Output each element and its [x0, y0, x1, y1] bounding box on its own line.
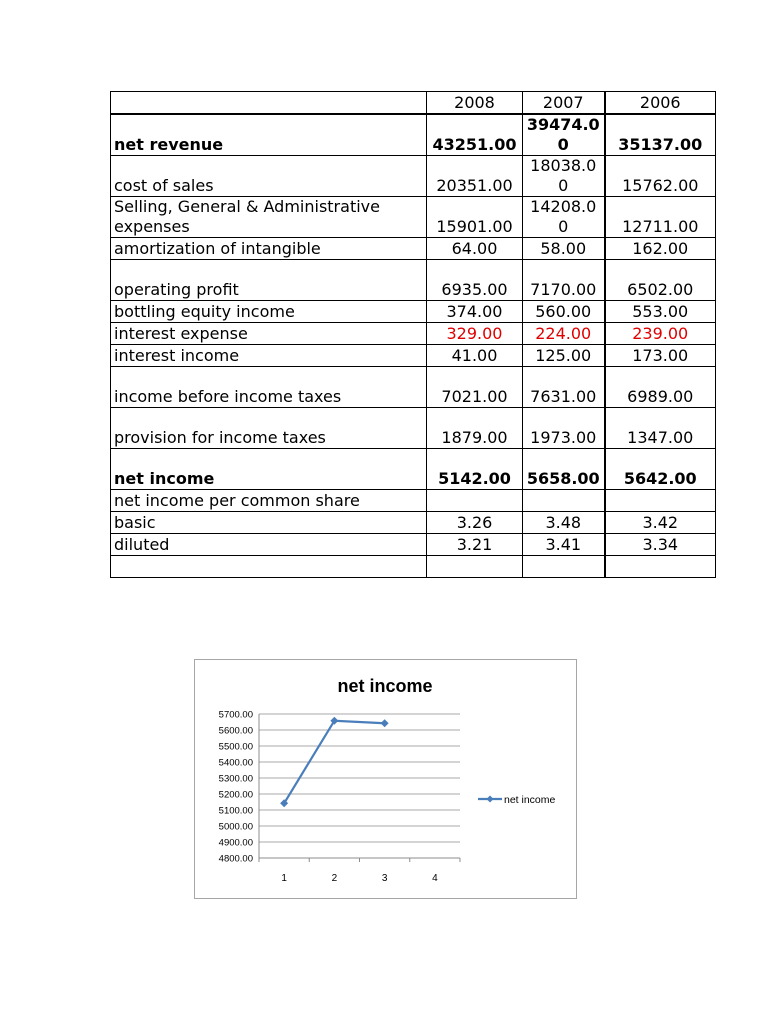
value-cell-2007: 58.00: [523, 238, 605, 260]
table-row: [111, 260, 716, 301]
value-cell-2006: [605, 490, 716, 512]
row-label: net revenue: [111, 114, 427, 156]
y-tick-label: 4800.00: [218, 853, 253, 865]
value-cell-2006: 1347.00: [605, 408, 716, 449]
y-tick-label: 4900.00: [218, 837, 253, 849]
financial-table-body: [111, 92, 716, 578]
y-tick-label: 5700.00: [218, 709, 253, 721]
value-cell-2007: 39474.00: [523, 114, 605, 156]
value-cell-2008: [427, 490, 523, 512]
chart-svg: [195, 660, 576, 898]
value-cell-2008: 374.00: [427, 301, 523, 323]
value-cell-2008: 329.00: [427, 323, 523, 345]
value-cell-2007: 14208.00: [523, 197, 605, 238]
value-cell-2007: 1973.00: [523, 408, 605, 449]
value-cell-2007: 224.00: [523, 323, 605, 345]
value-cell-2006: 162.00: [605, 238, 716, 260]
value-cell-2007: 3.48: [523, 512, 605, 534]
y-tick-label: 5000.00: [218, 821, 253, 833]
x-tick-label: 2: [331, 873, 338, 884]
value-cell-2007: 125.00: [523, 345, 605, 367]
value-cell-2008: 15901.00: [427, 197, 523, 238]
value-cell-2007: 7170.00: [523, 260, 605, 301]
value-cell-2008: 5142.00: [427, 449, 523, 490]
value-cell-2008: 3.26: [427, 512, 523, 534]
value-cell-2006: 239.00: [605, 323, 716, 345]
table-row: [111, 367, 716, 408]
row-label: provision for income taxes: [111, 408, 427, 449]
table-row: [111, 408, 716, 449]
row-label: net income per common share: [111, 490, 427, 512]
row-label: amortization of intangible: [111, 238, 427, 260]
value-cell-2006: [605, 556, 716, 578]
x-tick-label: 3: [381, 873, 388, 884]
table-row: [111, 449, 716, 490]
y-tick-label: 5300.00: [218, 773, 253, 785]
row-label: basic: [111, 512, 427, 534]
row-label: [111, 556, 427, 578]
value-cell-2008: 6935.00: [427, 260, 523, 301]
value-cell-2007: 3.41: [523, 534, 605, 556]
table-header-row: [111, 92, 716, 115]
value-cell-2006: 3.34: [605, 534, 716, 556]
table-row: [111, 197, 716, 238]
table-row: [111, 323, 716, 345]
value-cell-2007: [523, 556, 605, 578]
row-label: net income: [111, 449, 427, 490]
header-cell-label: [111, 92, 427, 115]
table-row: [111, 512, 716, 534]
y-tick-label: 5200.00: [218, 789, 253, 801]
value-cell-2006: 173.00: [605, 345, 716, 367]
x-tick-label: 1: [281, 873, 287, 884]
y-tick-label: 5100.00: [218, 805, 253, 817]
row-label: bottling equity income: [111, 301, 427, 323]
row-label: interest expense: [111, 323, 427, 345]
value-cell-2006: 12711.00: [605, 197, 716, 238]
table-row: [111, 345, 716, 367]
value-cell-2007: 560.00: [523, 301, 605, 323]
table-row: [111, 114, 716, 156]
header-cell-2008: 2008: [427, 92, 523, 115]
table-row: [111, 556, 716, 578]
value-cell-2008: 3.21: [427, 534, 523, 556]
value-cell-2006: 6989.00: [605, 367, 716, 408]
value-cell-2006: 5642.00: [605, 449, 716, 490]
y-tick-label: 5500.00: [218, 741, 253, 753]
table-row: [111, 490, 716, 512]
table-row: [111, 534, 716, 556]
row-label: diluted: [111, 534, 427, 556]
value-cell-2008: 43251.00: [427, 114, 523, 156]
row-label: interest income: [111, 345, 427, 367]
value-cell-2007: [523, 490, 605, 512]
value-cell-2007: 18038.00: [523, 156, 605, 197]
net-income-chart: [194, 659, 577, 899]
row-label: cost of sales: [111, 156, 427, 197]
value-cell-2008: 64.00: [427, 238, 523, 260]
value-cell-2007: 7631.00: [523, 367, 605, 408]
table-row: [111, 238, 716, 260]
legend-marker: [487, 796, 494, 803]
row-label: income before income taxes: [111, 367, 427, 408]
y-tick-label: 5600.00: [218, 725, 253, 737]
value-cell-2006: 553.00: [605, 301, 716, 323]
value-cell-2006: 3.42: [605, 512, 716, 534]
value-cell-2008: 1879.00: [427, 408, 523, 449]
table-row: [111, 156, 716, 197]
header-cell-2007: 2007: [523, 92, 605, 115]
value-cell-2007: 5658.00: [523, 449, 605, 490]
y-tick-label: 5400.00: [218, 757, 253, 769]
row-label: Selling, General & Administrative expenses: [111, 197, 427, 238]
data-point: [381, 719, 389, 727]
value-cell-2008: 20351.00: [427, 156, 523, 197]
table-row: [111, 301, 716, 323]
value-cell-2006: 15762.00: [605, 156, 716, 197]
value-cell-2008: 41.00: [427, 345, 523, 367]
value-cell-2006: 35137.00: [605, 114, 716, 156]
value-cell-2008: 7021.00: [427, 367, 523, 408]
financial-table: [110, 91, 716, 578]
value-cell-2008: [427, 556, 523, 578]
x-tick-label: 4: [432, 873, 438, 884]
value-cell-2006: 6502.00: [605, 260, 716, 301]
chart-title: net income: [337, 676, 433, 696]
header-cell-2006: 2006: [605, 92, 716, 115]
row-label: operating profit: [111, 260, 427, 301]
legend-label: net income: [504, 794, 556, 806]
